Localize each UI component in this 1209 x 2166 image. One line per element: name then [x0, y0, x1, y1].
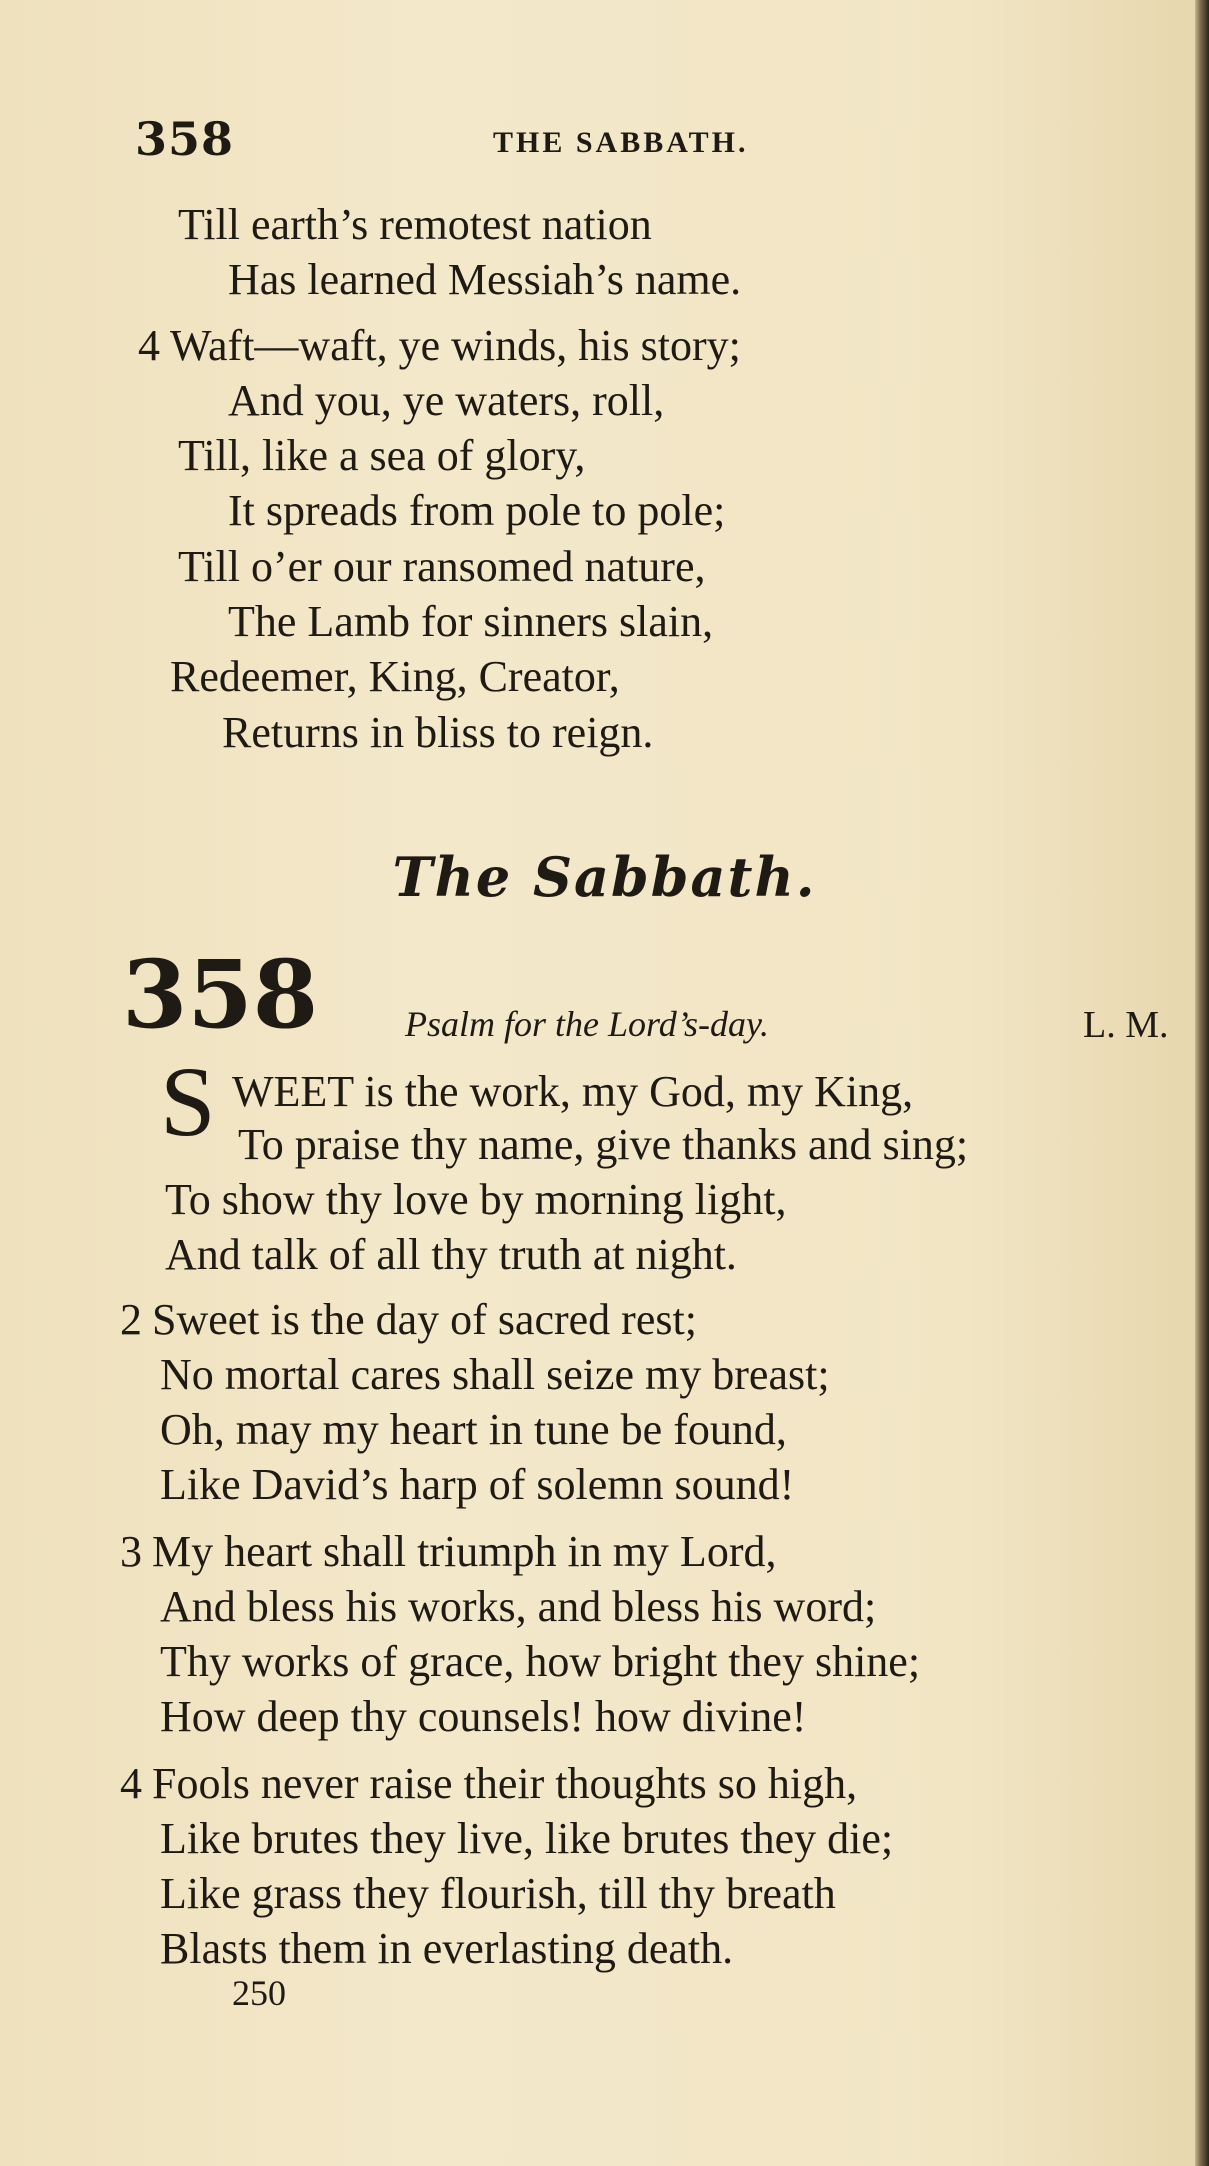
hymn-verse-2-line-1: 2 Sweet is the day of sacred rest; [120, 1293, 697, 1347]
hymn-number: 358 [122, 940, 319, 1050]
hymn-line-16: Blasts them in everlasting death. [160, 1924, 734, 1973]
hymn-line-14: Like brutes they live, like brutes they die; [160, 1814, 894, 1863]
signature-number: 250 [232, 1973, 286, 2013]
page-number: 358 [135, 112, 235, 166]
running-head: THE SABBATH. [493, 126, 749, 159]
prev-hymn-line-9: Redeemer, King, Creator, [170, 652, 620, 701]
prev-hymn-line-1: Till earth’s remotest nation [178, 200, 652, 249]
hymn-line-4: And talk of all thy truth at night. [165, 1230, 737, 1279]
verse-number: 3 [120, 1527, 142, 1576]
prev-hymn-verse-4-line-1: 4 Waft—waft, ye winds, his story; [138, 319, 741, 373]
section-title: The Sabbath. [392, 845, 817, 909]
verse-number: 4 [138, 321, 160, 370]
hymn-line-3: To show thy love by morning light, [165, 1175, 787, 1224]
prev-hymn-line-2: Has learned Messiah’s name. [228, 255, 742, 304]
prev-hymn-line-7: Till o’er our ransomed nature, [178, 542, 706, 591]
hymn-verse-3-line-1: 3 My heart shall triumph in my Lord, [120, 1525, 776, 1579]
hymn-subtitle: Psalm for the Lord’s-day. [405, 1004, 770, 1044]
hymn-verse-4-line-1: 4 Fools never raise their thoughts so high, [120, 1757, 857, 1811]
prev-hymn-line-8: The Lamb for sinners slain, [228, 597, 714, 646]
verse-number: 2 [120, 1295, 142, 1344]
page-edge-shadow [1195, 0, 1209, 2166]
verse-number: 4 [120, 1759, 142, 1808]
hymn-line-11: Thy works of grace, how bright they shine; [160, 1637, 921, 1686]
hymn-line-8: Like David’s harp of solemn sound! [160, 1460, 795, 1509]
page-header [135, 112, 1035, 172]
drop-cap: S [160, 1046, 216, 1157]
hymn-line-6: No mortal cares shall seize my breast; [160, 1350, 830, 1399]
hymn-line-12: How deep thy counsels! how divine! [160, 1692, 807, 1741]
prev-hymn-line-10: Returns in bliss to reign. [222, 708, 654, 757]
hymn-meter: L. M. [1083, 1004, 1169, 1046]
prev-hymn-line-5: Till, like a sea of glory, [178, 431, 586, 480]
hymn-line-1: WEET is the work, my God, my King, [232, 1067, 914, 1116]
hymn-line-15: Like grass they flourish, till thy breath [160, 1869, 836, 1918]
prev-hymn-line-6: It spreads from pole to pole; [228, 486, 726, 535]
prev-hymn-line-4: And you, ye waters, roll, [228, 376, 665, 425]
hymn-line-10: And bless his works, and bless his word; [160, 1582, 877, 1631]
hymn-line-7: Oh, may my heart in tune be found, [160, 1405, 787, 1454]
hymn-line-2: To praise thy name, give thanks and sing; [238, 1120, 969, 1169]
